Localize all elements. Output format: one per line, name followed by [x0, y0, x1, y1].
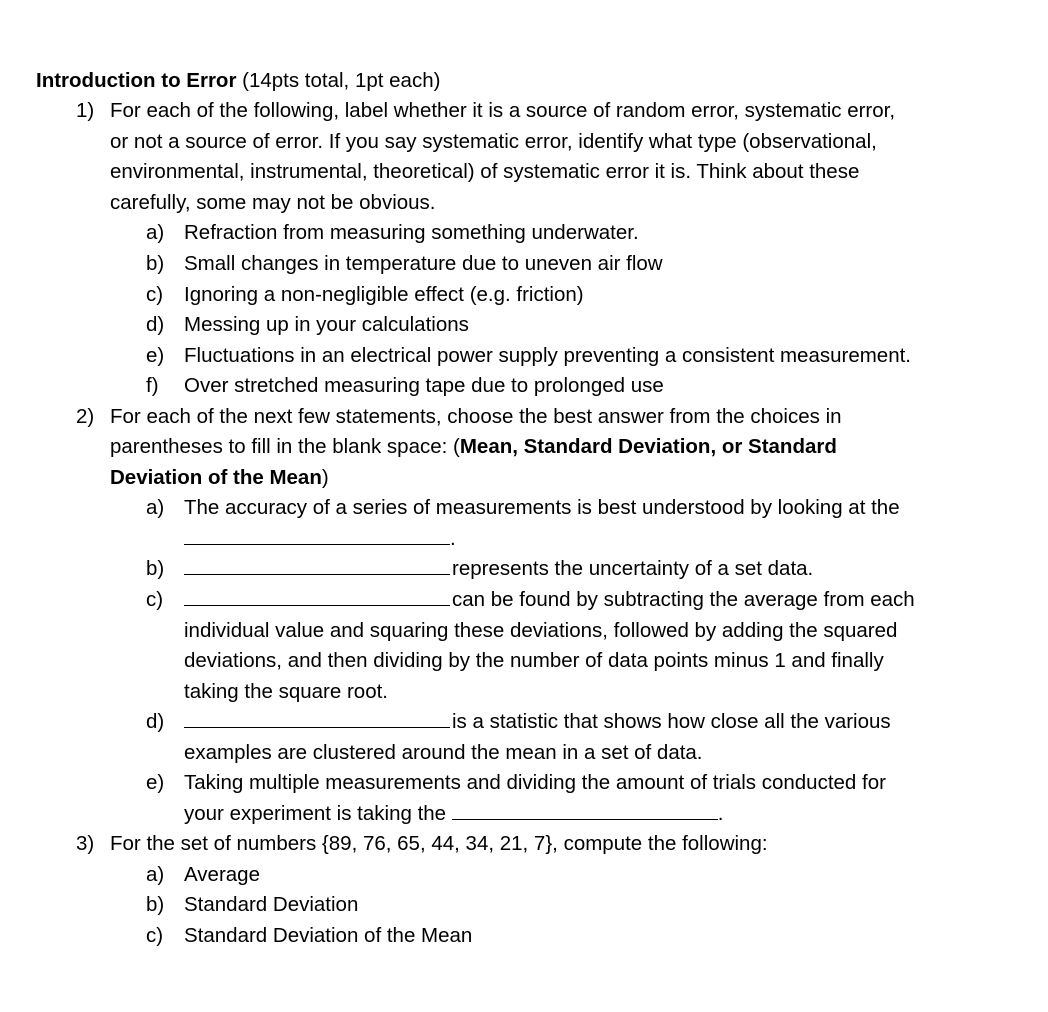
q3-item-c-text: Standard Deviation of the Mean: [184, 924, 473, 947]
q1-item-a-text: Refraction from measuring something underwater.: [184, 221, 639, 244]
q1-item-d-label: d): [146, 313, 165, 336]
answer-blank-d: [184, 707, 450, 728]
q2-choices-bold-cont: Deviation of the Mean: [110, 466, 322, 489]
q2-item-a-period: .: [450, 527, 456, 550]
q2-item-b-label: b): [146, 557, 165, 580]
q2-item-d-text-1: is a statistic that shows how close all the various: [452, 710, 891, 733]
answer-blank-c: [184, 585, 450, 606]
q2-item-e-period: .: [717, 802, 724, 825]
q1-item-e-text: Fluctuations in an electrical power supply preventing a consistent measurement.: [184, 344, 911, 367]
q2-text-line-2-plain: parentheses to fill in the blank space: (: [110, 435, 460, 458]
q1-item-c-text: Ignoring a non-negligible effect (e.g. friction): [184, 283, 584, 306]
q2-choices-bold: Mean, Standard Deviation, or Standard: [459, 435, 837, 458]
q1-item-c-label: c): [146, 283, 164, 306]
q2-item-e-text-2-words: your experiment is taking the: [184, 802, 447, 825]
q2-item-a-label: a): [146, 496, 165, 519]
q2-text-line-2: [110, 432, 837, 462]
q1-text-line-3: environmental, instrumental, theoretical) of systematic error it is. Think about these: [110, 160, 860, 183]
q2-choices-close: ): [321, 466, 329, 489]
q2-item-c-text-2: individual value and squaring these deviations, followed by adding the squared: [184, 619, 898, 642]
q2-item-c-answer: [184, 585, 450, 615]
q1-item-b-label: b): [146, 252, 165, 275]
q3-item-a-text: Average: [184, 863, 260, 886]
q1-item-a-label: a): [146, 221, 165, 244]
q2-item-c-text-3: deviations, and then dividing by the number of data points minus 1 and finally: [184, 649, 884, 672]
q3-number: 3): [76, 832, 95, 855]
q2-item-e-text-1: Taking multiple measurements and dividing the amount of trials conducted for: [184, 771, 886, 794]
q2-item-e-text-2: [184, 799, 723, 829]
q3-item-c-label: c): [146, 924, 164, 947]
q1-item-e-label: e): [146, 344, 165, 367]
answer-blank-e: [452, 799, 718, 820]
q2-item-c-text-1: can be found by subtracting the average from each: [452, 588, 915, 611]
q1-text-line-4: carefully, some may not be obvious.: [110, 191, 436, 214]
q2-item-c-text-4: taking the square root.: [184, 680, 388, 703]
q2-item-c-label: c): [146, 588, 164, 611]
q2-item-d-text-2: examples are clustered around the mean in a set of data.: [184, 741, 703, 764]
q2-item-b-text: represents the uncertainty of a set data.: [452, 557, 814, 580]
q2-text-line-3: [110, 463, 329, 493]
q2-number: 2): [76, 405, 95, 428]
section-title-bold: Introduction to Error: [36, 69, 237, 92]
q2-item-d-answer: [184, 707, 450, 737]
q1-text-line-2: or not a source of error. If you say systematic error, identify what type (observational,: [110, 130, 877, 153]
q2-item-a-answer: [184, 524, 456, 554]
q3-item-b-label: b): [146, 893, 165, 916]
q1-item-b-text: Small changes in temperature due to uneven air flow: [184, 252, 663, 275]
q2-item-e-label: e): [146, 771, 165, 794]
q3-item-a-label: a): [146, 863, 165, 886]
q3-text: For the set of numbers {89, 76, 65, 44, 34, 21, 7}, compute the following:: [110, 832, 768, 855]
answer-blank-a: [184, 524, 450, 545]
q2-item-d-label: d): [146, 710, 165, 733]
q1-item-f-text: Over stretched measuring tape due to prolonged use: [184, 374, 664, 397]
q3-item-b-text: Standard Deviation: [184, 893, 359, 916]
q2-text-line-1: For each of the next few statements, choose the best answer from the choices in: [110, 405, 842, 428]
section-title-points: (14pts total, 1pt each): [236, 69, 441, 92]
answer-blank-b: [184, 554, 450, 575]
q2-item-a-text: The accuracy of a series of measurements is best understood by looking at the: [184, 496, 900, 519]
section-title: [36, 66, 440, 96]
q2-item-b-answer: [184, 554, 450, 584]
q1-item-d-text: Messing up in your calculations: [184, 313, 469, 336]
q1-item-f-label: f): [146, 374, 159, 397]
q1-text-line-1: For each of the following, label whether it is a source of random error, systematic error,: [110, 99, 896, 122]
q1-number: 1): [76, 99, 95, 122]
